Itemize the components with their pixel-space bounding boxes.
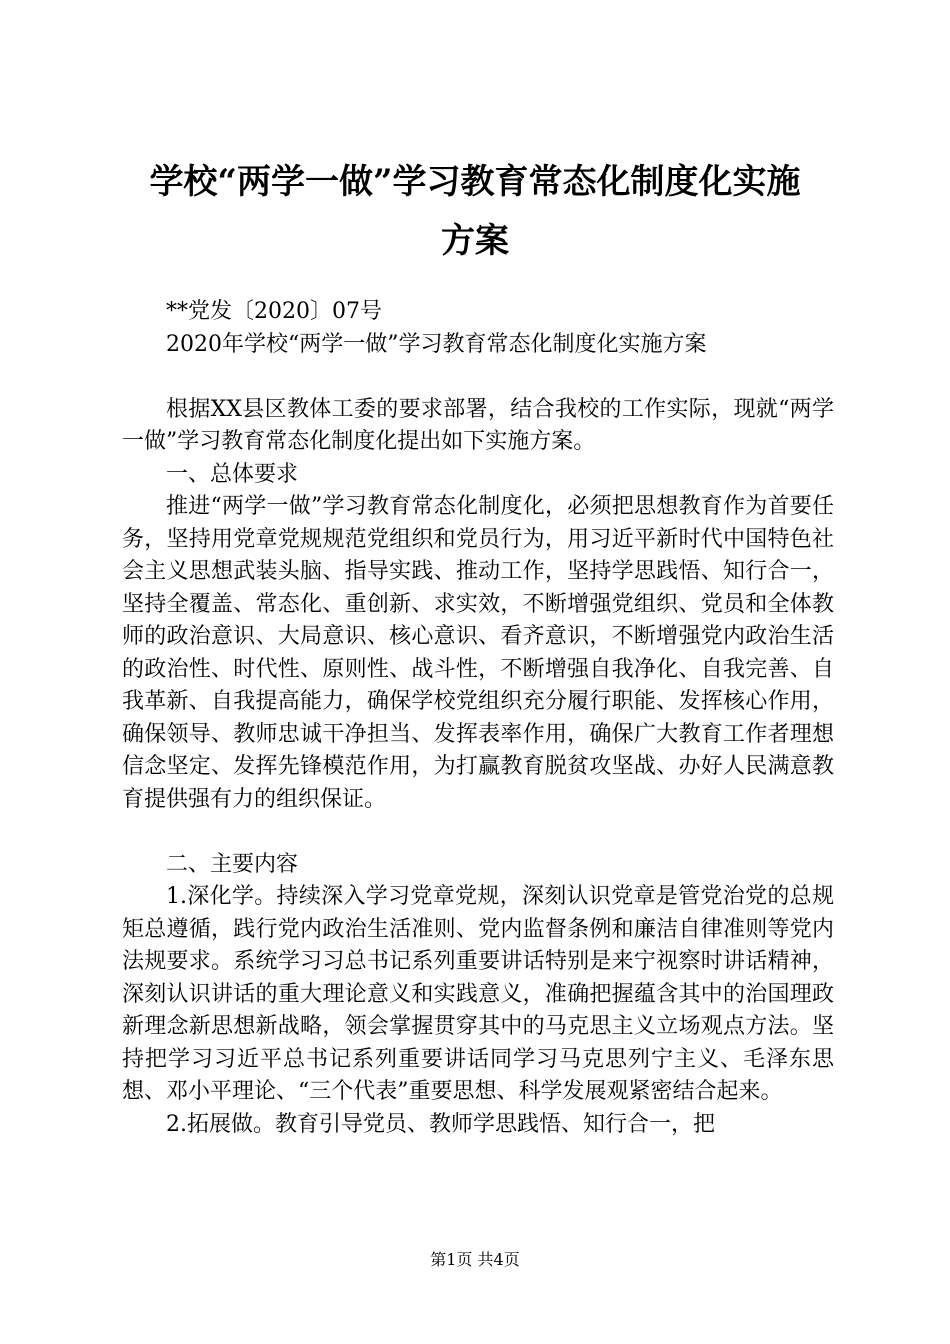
document-title-line-1: 学校“两学一做”学习教育常态化制度化实施 [149,162,801,202]
main-content-item-1: 1.深化学。持续深入学习党章党规，深刻认识党章是管党治党的总规矩总遵循，践行党内政治生活准则、党内监督条例和廉洁自律准则等党内法规要求。系统学习习总书记系列重要讲话特别是来宁视察时讲话精神，深刻认识讲话的重大理论意义和实践意义，准确把握蕴含其中的治国理政新理念新思想新战略，领会掌握贯穿其中的马克思主义立场观点方法。坚持把学习习近平总书记系列重要讲话同学习马克思列宁主义、毛泽东思想、邓小平理论、“三个代表”重要思想、科学发展观紧密结合起来。 [122,884,834,1104]
section-heading-general-requirements: 一、总体要求 [166,461,299,487]
document-subtitle: 2020年学校“两学一做”学习教育常态化制度化实施方案 [166,331,707,357]
document-number: **党发〔2020〕07号 [166,299,382,324]
page-footer: 第1页 共4页 [430,1250,520,1269]
general-requirements-paragraph: 推进“两学一做”学习教育常态化制度化，必须把思想教育作为首要任务，坚持用党章党规规范党组织和党员行为，用习近平新时代中国特色社会主义思想武装头脑、指导实践、推动工作，坚持学思践悟、知行合一，坚持全覆盖、常态化、重创新、求实效，不断增强党组织、党员和全体教师的政治意识、大局意识、核心意识、看齐意识，不断增强党内政治生活的政治性、时代性、原则性、战斗性，不断增强自我净化、自我完善、自我革新、自我提高能力，确保学校党组织充分履行职能、发挥核心作用，确保领导、教师忠诚干净担当、发挥表率作用，确保广大教育工作者理想信念坚定、发挥先锋模范作用，为打赢教育脱贫攻坚战、办好人民满意教育提供强有力的组织保证。 [122,494,834,812]
document-title-line-2: 方案 [441,221,509,261]
document-body [122,296,834,1141]
section-heading-main-content: 二、主要内容 [166,851,299,877]
intro-paragraph: 根据XX县区教体工委的要求部署，结合我校的工作实际，现就“两学一做”学习教育常态化制度化提出如下实施方案。 [122,396,834,454]
main-content-item-2: 2.拓展做。教育引导党员、教师学思践悟、知行合一，把 [166,1111,715,1137]
